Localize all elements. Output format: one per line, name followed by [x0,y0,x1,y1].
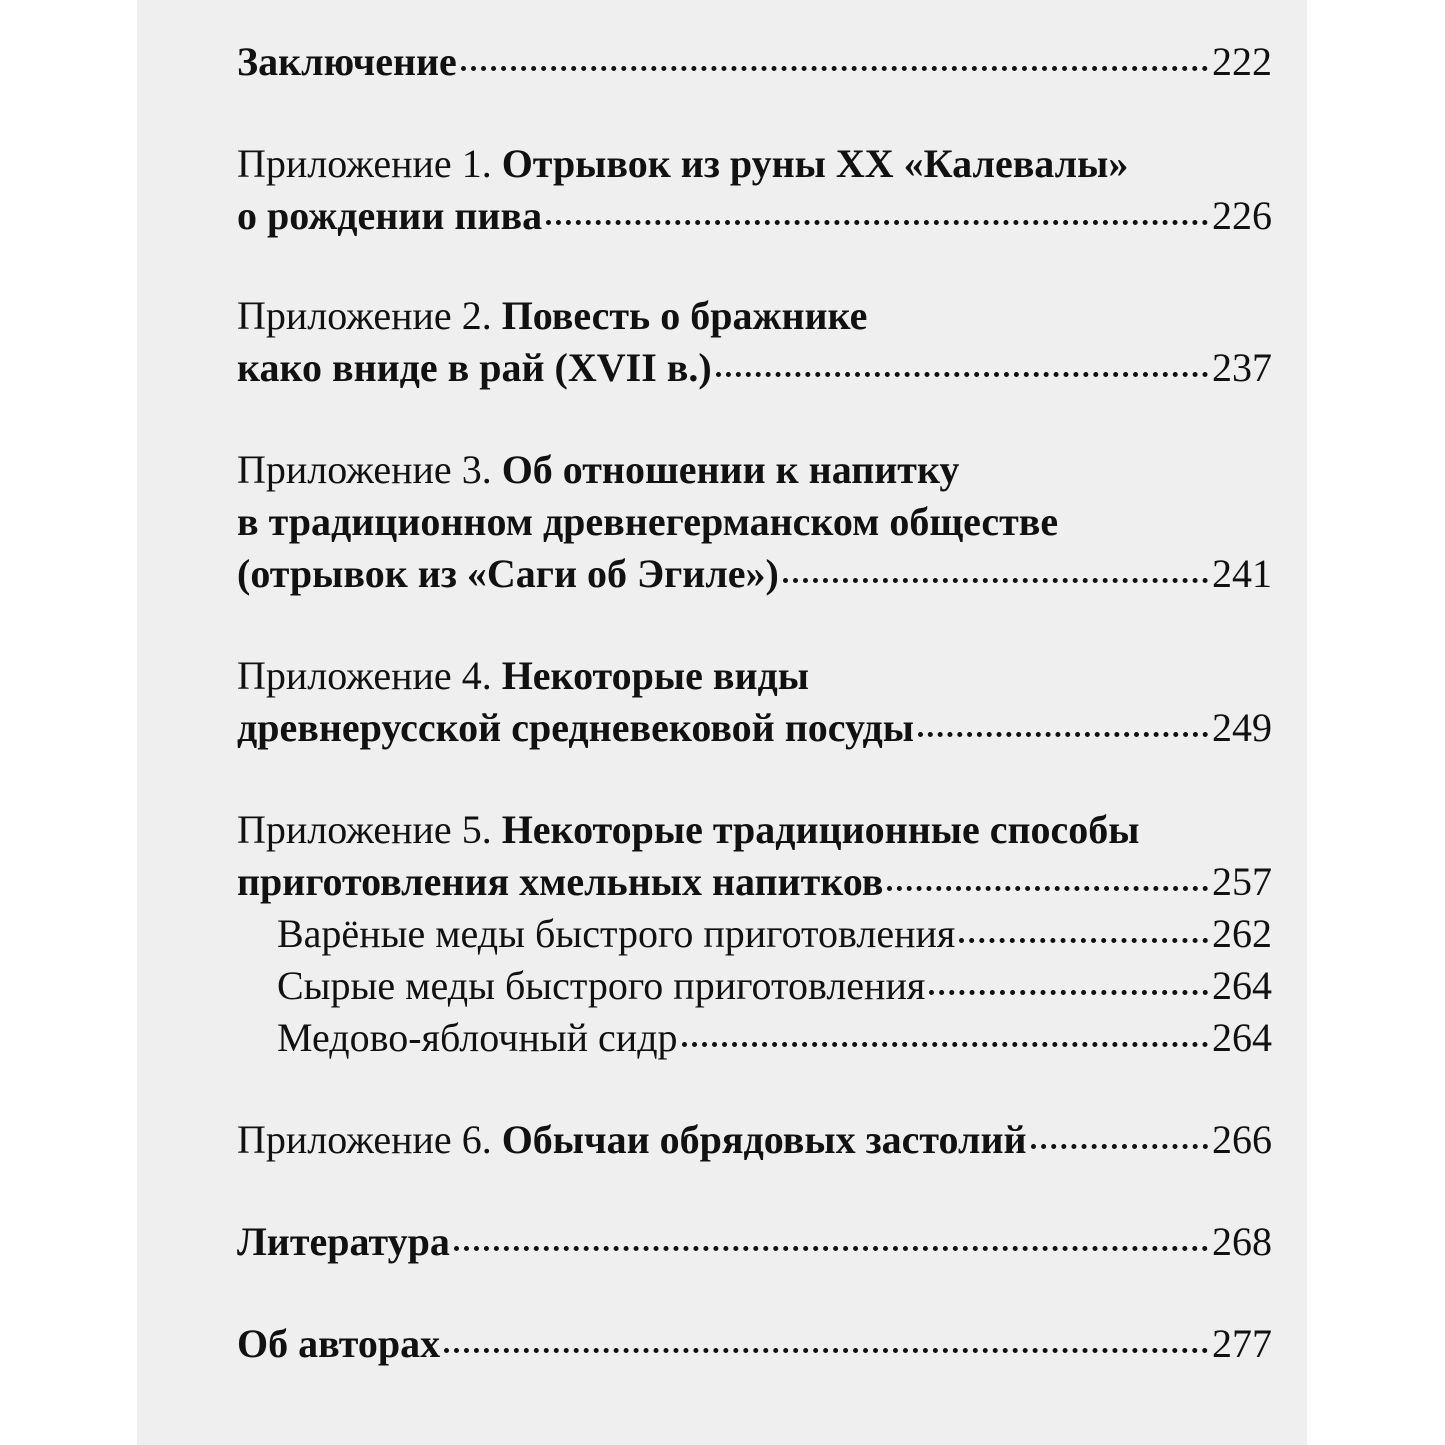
toc-prefix: Приложение 4. [237,653,492,698]
toc-title-continued: приготовления хмельных напитков [237,859,884,904]
toc-title: Повесть о бражнике [501,293,868,338]
toc-title: Обычаи обрядовых застолий [501,1117,1027,1162]
toc-title-continued: в традиционном древнегерманском обществе [237,499,1059,544]
toc-prefix: Приложение 5. [237,807,492,852]
toc-title: Об отношении к напитку [501,447,960,492]
toc-title: Литература [237,1219,450,1264]
toc-entry-appendix-1 [237,138,1272,242]
toc-page-number: 268 [1212,1219,1272,1264]
toc-title: Некоторые традиционные способы [501,807,1140,852]
toc-title: Некоторые виды [501,653,810,698]
leader-dots [444,1342,1208,1353]
leader-dots [783,572,1208,583]
toc-entry-conclusion [237,36,1272,88]
toc-entry-appendix-5 [237,804,1272,908]
toc-prefix: Приложение 3. [237,447,492,492]
toc-page-number: 262 [1212,911,1272,956]
toc-page-number: 226 [1212,193,1272,238]
toc-page-number: 264 [1212,963,1272,1008]
leader-dots [454,1240,1208,1251]
leader-dots [929,984,1208,995]
toc-prefix: Приложение 6. [237,1117,492,1162]
toc-prefix: Приложение 1. [237,141,492,186]
toc-entry-literature [237,1216,1272,1268]
toc-prefix: Приложение 2. [237,293,492,338]
toc-page-number: 266 [1212,1117,1272,1162]
toc-subentry [277,960,1272,1012]
leader-dots [682,1036,1208,1047]
toc-subentry [277,908,1272,960]
leader-dots [887,880,1208,891]
toc-page-number: 249 [1212,705,1272,750]
toc-page-number: 264 [1212,1015,1272,1060]
toc-entry-appendix-2 [237,290,1272,394]
toc-page-number: 241 [1212,551,1272,596]
toc-title-continued: (отрывок из «Саги об Эгиле») [237,551,779,596]
toc-page-number: 257 [1212,859,1272,904]
leader-dots [1031,1138,1208,1149]
leader-dots [716,366,1208,377]
toc-entry-appendix-4 [237,650,1272,754]
leader-dots [918,726,1208,737]
leader-dots [546,214,1208,225]
toc-title-continued: како вниде в рай (XVII в.) [237,345,712,390]
toc-subentry-title: Медово-яблочный сидр [277,1015,678,1060]
leader-dots [959,932,1208,943]
toc-title: Об авторах [237,1321,441,1366]
toc-subentry [277,1012,1272,1064]
toc-entry-appendix-3 [237,444,1272,600]
leader-dots [461,60,1208,71]
toc-page-number: 222 [1212,39,1272,84]
toc-entry-authors [237,1318,1272,1370]
toc-page-number: 237 [1212,345,1272,390]
toc-title: Заключение [237,39,457,84]
toc-title: Отрывок из руны XX «Калевалы» [501,141,1129,186]
toc-subentry-title: Сырые меды быстрого приготовления [277,963,926,1008]
toc-title-continued: о рождении пива [237,193,543,238]
toc-title-continued: древнерусской средневековой посуды [237,705,914,750]
toc-page-number: 277 [1212,1321,1272,1366]
toc-subentry-title: Варёные меды быстрого приготовления [277,911,956,956]
toc-entry-appendix-6 [237,1114,1272,1166]
book-page [137,0,1307,1445]
